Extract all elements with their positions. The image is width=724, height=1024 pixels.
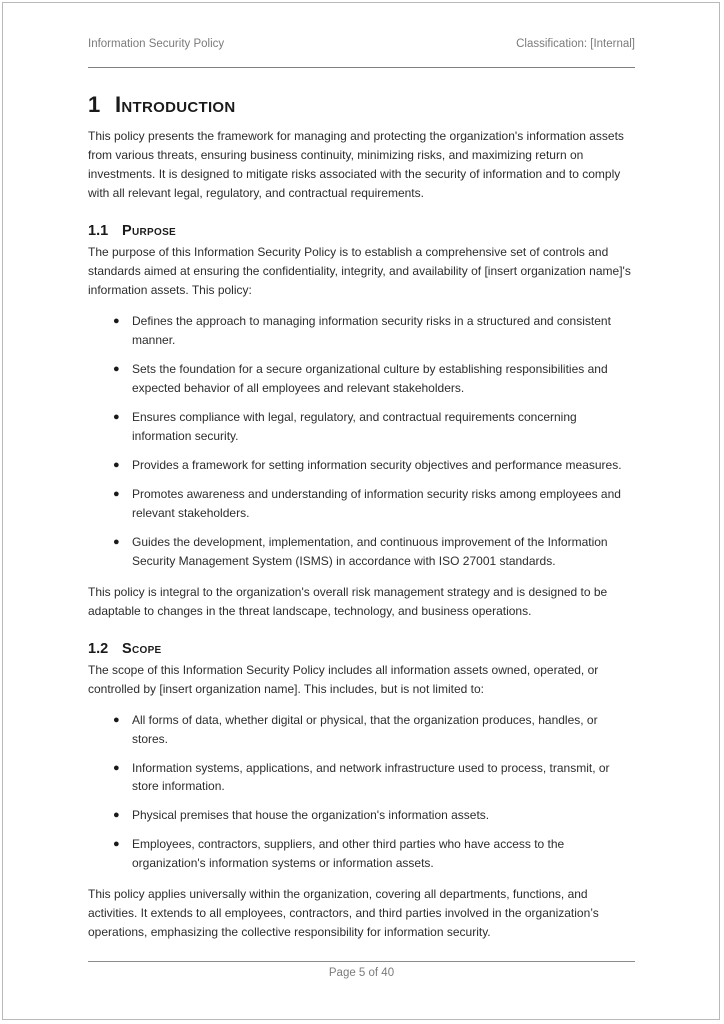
section-title: Introduction xyxy=(115,92,236,117)
subsection-heading-scope xyxy=(88,640,635,658)
bullet-text: Information systems, applications, and network infrastructure used to process, transmit, or store information. xyxy=(132,760,610,794)
bullet-icon: ● xyxy=(113,838,120,851)
header-classification-label: Classification: [Internal] xyxy=(516,38,635,50)
bullet-item xyxy=(88,485,635,523)
bullet-item xyxy=(88,456,635,475)
bullet-item xyxy=(88,835,635,873)
bullet-icon: ● xyxy=(113,761,120,774)
bullet-icon: ● xyxy=(113,315,120,328)
document-page xyxy=(2,2,720,1020)
bullet-text: All forms of data, whether digital or physical, that the organization produces, handles, or stores. xyxy=(132,712,598,746)
scope-bullet-list xyxy=(88,711,635,874)
subsection-title: Purpose xyxy=(122,223,177,240)
bullet-text: Defines the approach to managing information security risks in a structured and consistent manner. xyxy=(132,314,611,348)
subsection-number: 1.1 xyxy=(88,223,109,240)
bullet-item xyxy=(88,711,635,749)
bullet-item xyxy=(88,533,635,571)
purpose-intro-paragraph: The purpose of this Information Security Policy is to establish a comprehensive set of controls and standards aimed at ensuring the confidentiality, integrity, and availability of [insert organization name]'s information assets. This policy: xyxy=(88,245,631,298)
page-footer xyxy=(88,961,635,979)
purpose-closing-paragraph: This policy is integral to the organization's overall risk management strategy and is designed to be adaptable to changes in the threat landscape, technology, and business operations. xyxy=(88,584,608,618)
bullet-icon: ● xyxy=(113,458,120,471)
purpose-bullet-list xyxy=(88,312,635,570)
subsection-title: Scope xyxy=(122,640,162,657)
bullet-text: Physical premises that house the organization's information assets. xyxy=(132,808,490,823)
header-document-title: Information Security Policy xyxy=(88,38,225,50)
bullet-icon: ● xyxy=(113,713,120,726)
scope-closing-paragraph: This policy applies universally within the organization, covering all departments, functions, and activities. It extends to all employees, contractors, and third parties involved in the organization’s operations, emphasizing the collective responsibility for information security. xyxy=(88,887,599,940)
bullet-icon: ● xyxy=(113,487,120,500)
bullet-icon: ● xyxy=(113,535,120,548)
subsection-heading-purpose xyxy=(88,222,635,240)
bullet-icon: ● xyxy=(113,363,120,376)
bullet-text: Promotes awareness and understanding of information security risks among employees and relevant stakeholders. xyxy=(132,486,621,520)
bullet-text: Ensures compliance with legal, regulatory, and contractual requirements concerning information security. xyxy=(132,410,577,443)
page-header xyxy=(88,37,635,68)
section-heading xyxy=(88,92,635,118)
bullet-item xyxy=(88,360,635,398)
section-number: 1 xyxy=(88,92,101,117)
section-intro-paragraph: This policy presents the framework for managing and protecting the organization's information assets from various threats, ensuring business continuity, minimizing risks, and maximizing return on investments. It is designed to mitigate risks associated with the security of information and to comply with all relevant legal, regulatory, and contractual requirements. xyxy=(88,129,624,201)
bullet-text: Sets the foundation for a secure organizational culture by establishing responsibilities and expected behavior of all employees and relevant stakeholders. xyxy=(132,362,608,396)
bullet-icon: ● xyxy=(113,411,120,423)
page-number-label: Page 5 of 40 xyxy=(328,967,395,979)
scope-intro-paragraph: The scope of this Information Security Policy includes all information assets owned, operated, or controlled by [insert organization name]. This includes, but is not limited to: xyxy=(88,662,599,696)
bullet-item xyxy=(88,759,635,797)
bullet-item xyxy=(88,312,635,350)
subsection-number: 1.2 xyxy=(88,640,109,657)
bullet-item xyxy=(88,408,635,446)
bullet-icon: ● xyxy=(113,809,120,822)
bullet-text: Provides a framework for setting information security objectives and performance measures. xyxy=(132,457,622,472)
bullet-item xyxy=(88,806,635,825)
bullet-text: Guides the development, implementation, and continuous improvement of the Information Security Management System (ISMS) in accordance with ISO 27001 standards. xyxy=(132,534,608,568)
bullet-text: Employees, contractors, suppliers, and other third parties who have access to the organization's information systems or information assets. xyxy=(132,837,565,871)
